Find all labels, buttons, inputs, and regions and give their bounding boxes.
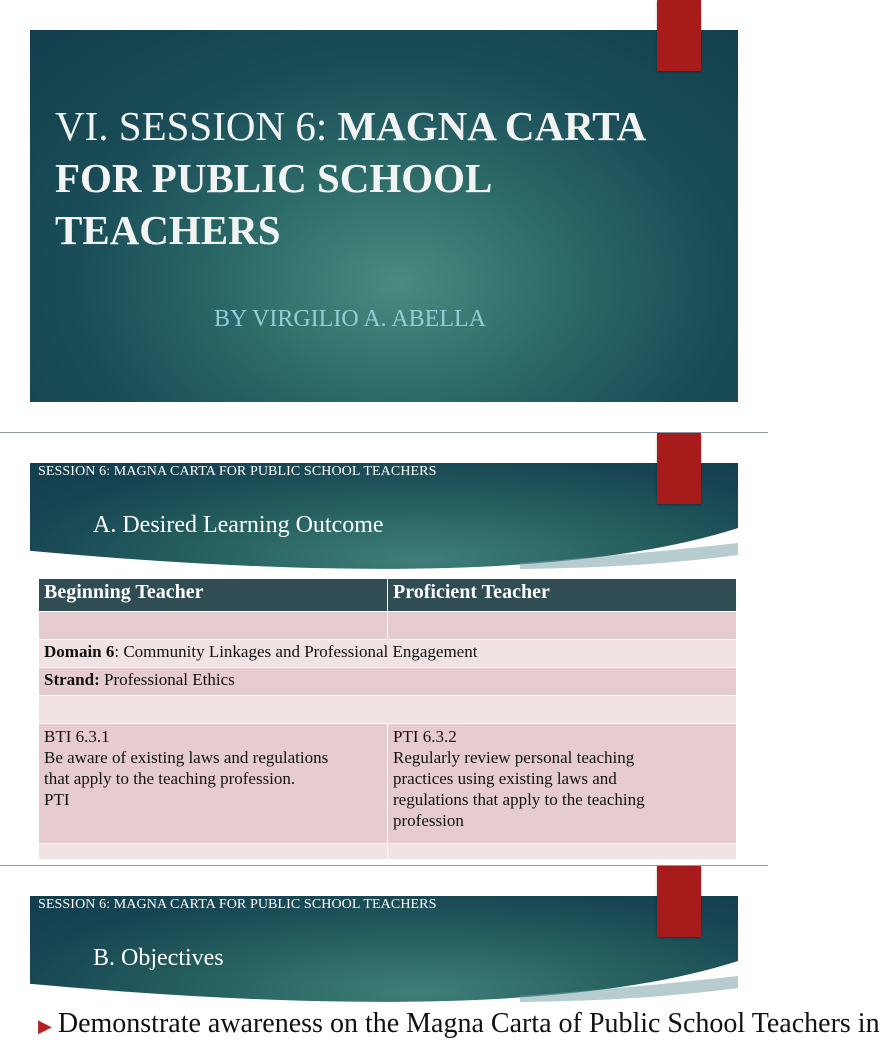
bookmark-ribbon <box>657 0 701 71</box>
table-row <box>39 844 737 860</box>
empty-cell <box>39 844 388 860</box>
title-plain: VI. SESSION 6: <box>55 103 338 149</box>
domain-cell <box>39 640 737 668</box>
pti-text-line: regulations that apply to the teaching <box>393 790 645 809</box>
bti-text-line: that apply to the teaching profession. <box>44 769 296 788</box>
table-header-row <box>39 579 737 612</box>
title-bold: MAGNA CARTA FOR PUBLIC SCHOOL TEACHERS <box>55 103 644 253</box>
pti-code: PTI 6.3.2 <box>393 727 457 746</box>
table-row <box>39 696 737 724</box>
section-heading: A. Desired Learning Outcome <box>93 512 384 538</box>
domain-text: : Community Linkages and Professional Engagement <box>114 642 478 661</box>
session-header-label: SESSION 6: MAGNA CARTA FOR PUBLIC SCHOOL TEACHERS <box>38 464 437 479</box>
pti-text-line: practices using existing laws and <box>393 769 617 788</box>
title-slide <box>0 0 768 432</box>
bookmark-ribbon <box>657 433 701 504</box>
strand-label: Strand: <box>44 670 100 689</box>
empty-cell <box>388 844 737 860</box>
outcome-table <box>38 578 737 860</box>
table-row <box>39 724 737 844</box>
strand-text: Professional Ethics <box>99 670 235 689</box>
pti-text-line: profession <box>393 811 464 830</box>
objectives-slide <box>0 866 768 1024</box>
col-header-beginning: Beginning Teacher <box>39 579 388 612</box>
bti-text-line: PTI <box>44 790 70 809</box>
table-row <box>39 668 737 696</box>
slide-title <box>55 100 705 256</box>
objective-bullet <box>38 1008 880 1040</box>
domain-label: Domain 6 <box>44 642 115 661</box>
triangle-bullet-icon: ▶ <box>38 1016 52 1036</box>
pti-cell <box>388 724 737 844</box>
strand-cell <box>39 668 737 696</box>
pti-text-line: Regularly review personal teaching <box>393 748 635 767</box>
bti-cell <box>39 724 388 844</box>
bti-code: BTI 6.3.1 <box>44 727 110 746</box>
bti-text-line: Be aware of existing laws and regulations <box>44 748 329 767</box>
col-header-proficient: Proficient Teacher <box>388 579 737 612</box>
session-header-label: SESSION 6: MAGNA CARTA FOR PUBLIC SCHOOL TEACHERS <box>38 897 437 912</box>
author-byline: BY VIRGILIO A. ABELLA <box>214 306 486 332</box>
section-heading: B. Objectives <box>93 945 224 971</box>
table-row <box>39 612 737 640</box>
empty-cell <box>39 696 737 724</box>
empty-cell <box>39 612 388 640</box>
objective-text: Demonstrate awareness on the Magna Carta of Public School Teachers in <box>57 1008 880 1039</box>
table-row <box>39 640 737 668</box>
bookmark-ribbon <box>657 866 701 937</box>
empty-cell <box>388 612 737 640</box>
